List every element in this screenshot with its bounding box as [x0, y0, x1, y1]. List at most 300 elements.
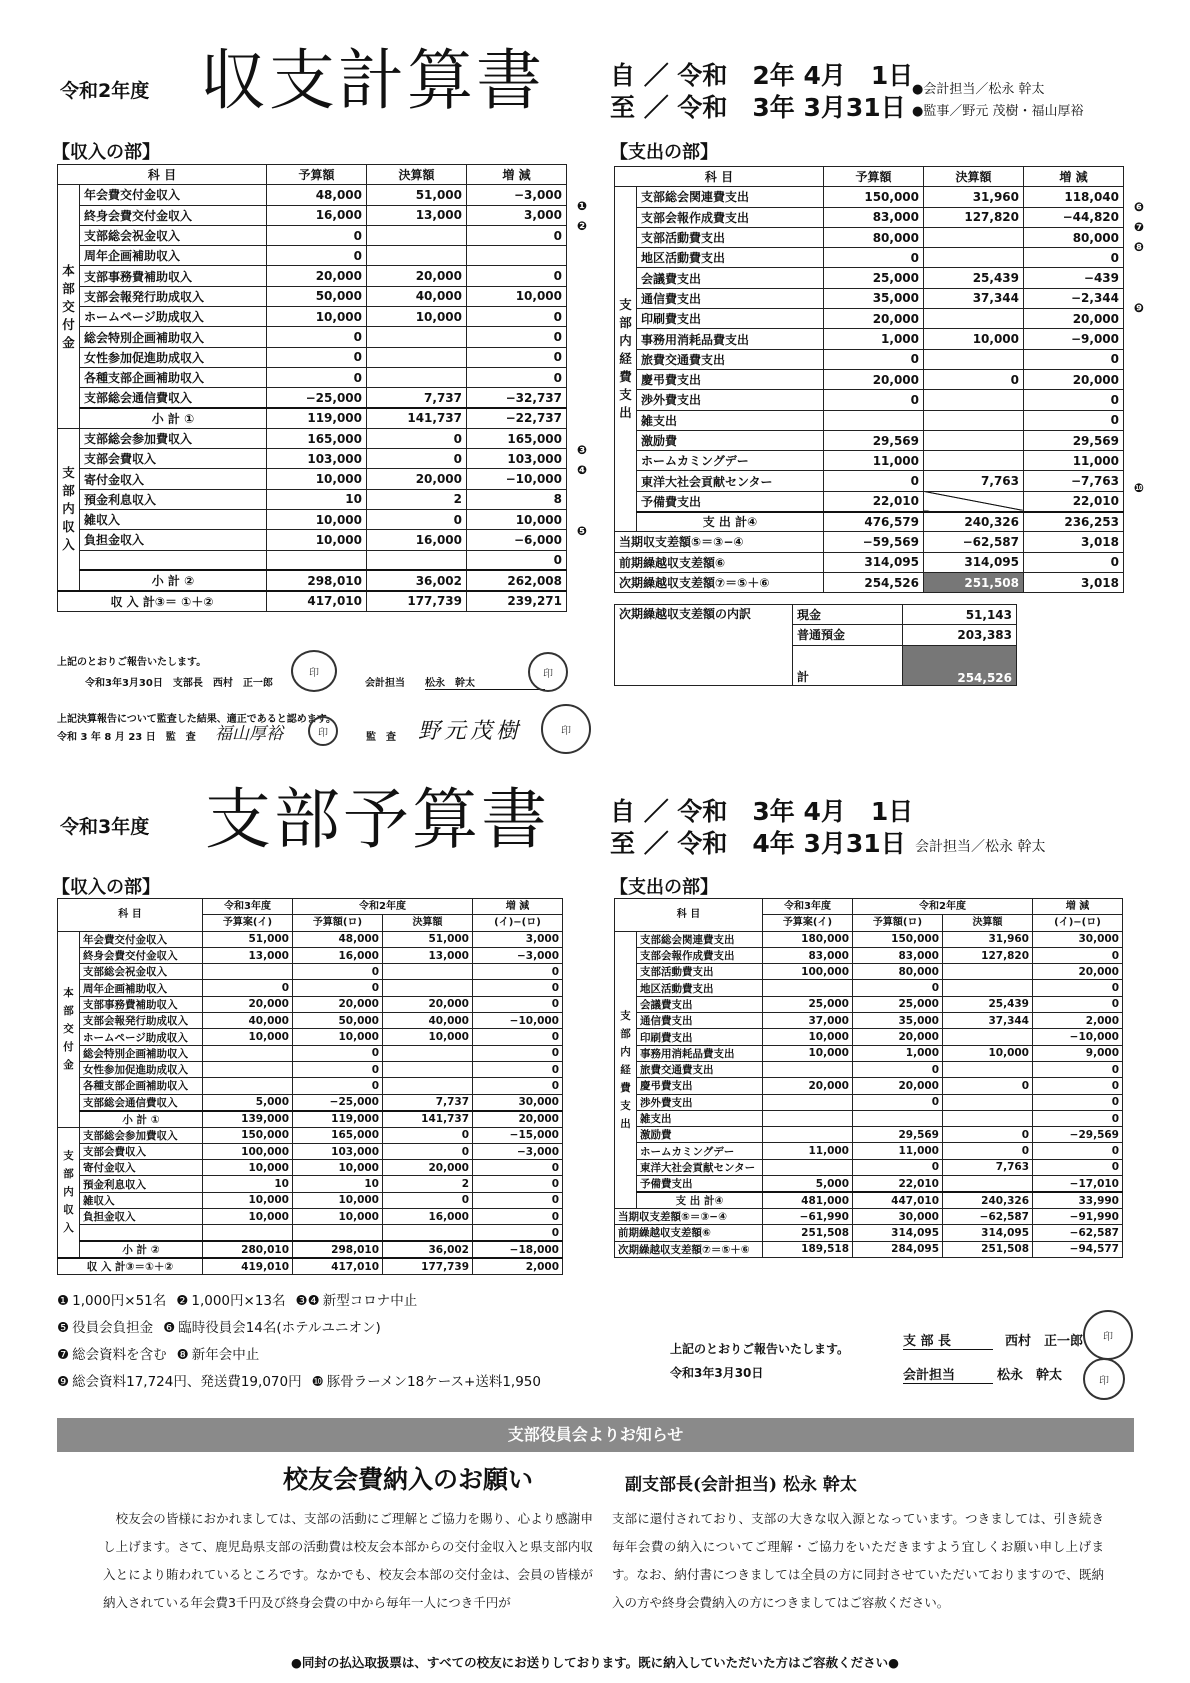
- table-row: [615, 1061, 1123, 1077]
- row-label: 雑収入: [80, 1192, 203, 1208]
- row-value: 0: [943, 1127, 1033, 1143]
- row-value: 29,569: [1024, 430, 1124, 450]
- row-value: 10,000: [467, 286, 567, 306]
- row-value: 0: [473, 1045, 563, 1061]
- note-marker-1: ❶: [576, 199, 588, 213]
- row-value: 0: [203, 980, 293, 996]
- row-value: [924, 309, 1024, 329]
- column-header-diff: 増 減: [1033, 899, 1123, 915]
- row-value: 11,000: [853, 1143, 943, 1159]
- row-value: [383, 980, 473, 996]
- row-value: [367, 550, 467, 570]
- table-row: [58, 1209, 563, 1225]
- row-value: −3,000: [467, 185, 567, 205]
- row-value: 0: [383, 1143, 473, 1159]
- row-value: 127,820: [943, 947, 1033, 963]
- row-label: 女性参加促進助成収入: [80, 1061, 203, 1077]
- row-label: 慶弔費支出: [637, 369, 824, 389]
- row-value: 10,000: [924, 329, 1024, 349]
- row-label: 支部会費収入: [80, 449, 267, 469]
- row-value: 40,000: [367, 286, 467, 306]
- row-value: 20,000: [763, 1078, 853, 1094]
- row-value: 0: [473, 996, 563, 1012]
- row-value: [853, 1110, 943, 1126]
- fiscal-year-2: 令和3年度: [60, 816, 150, 838]
- row-value: [943, 1061, 1033, 1077]
- row-label: 終身会費交付金収入: [80, 205, 267, 225]
- table-row: [615, 309, 1124, 329]
- row-value: 25,000: [824, 268, 924, 288]
- row-value: 165,000: [267, 428, 367, 448]
- notice-footer: ●同封の払込取扱票は、すべての校友にお送りしております。既に納入していただいた方はご容赦ください●: [290, 1655, 900, 1670]
- note-text: 総会資料17,724円、発送費19,070円: [72, 1374, 302, 1390]
- total-label: 当期収支差額⑤＝③−④: [615, 532, 824, 552]
- row-value: 10,000: [203, 1192, 293, 1208]
- subtotal-value: 119,000: [267, 408, 367, 428]
- row-value: 7,737: [367, 388, 467, 408]
- table-row: [58, 307, 567, 327]
- row-label: 支部活動費支出: [637, 964, 763, 980]
- row-value: 22,010: [824, 491, 924, 511]
- subtotal-label: 小 計 ②: [80, 1241, 203, 1258]
- title-settlement: 収支計算書: [200, 42, 545, 119]
- row-value: 40,000: [203, 1013, 293, 1029]
- total-value: −91,990: [1033, 1209, 1123, 1225]
- total-label: 収 入 計③＝①＋②: [58, 1258, 203, 1275]
- table-row: [615, 288, 1124, 308]
- row-label: 支部活動費支出: [637, 227, 824, 247]
- note-text: 新年会中止: [191, 1347, 260, 1363]
- row-value: 0: [853, 980, 943, 996]
- subtotal-value: 141,737: [383, 1111, 473, 1128]
- row-value: 0: [473, 980, 563, 996]
- seal-stamp: 印: [528, 652, 568, 692]
- row-label: 支部会報発行助成収入: [80, 1013, 203, 1029]
- row-value: 103,000: [267, 449, 367, 469]
- row-value: 103,000: [293, 1143, 383, 1159]
- subtotal-value: 280,010: [203, 1241, 293, 1258]
- report1-accounting-role: 会計担当: [365, 678, 405, 689]
- row-label: ホームカミングデー: [637, 451, 824, 471]
- notice-title: 校友会費納入のお願い: [283, 1465, 534, 1494]
- total-value: 3,018: [1024, 572, 1124, 592]
- row-value: 10,000: [267, 469, 367, 489]
- subtotal-label: 支 出 計④: [637, 512, 824, 532]
- seal-stamp: 印: [291, 650, 337, 692]
- expense-table-2: [614, 898, 1123, 1258]
- note-marker-2: ❷: [576, 219, 588, 233]
- row-value: 48,000: [293, 931, 383, 947]
- note-marker: ❶: [57, 1293, 70, 1309]
- row-value: 0: [293, 1078, 383, 1094]
- row-label: 予備費支出: [637, 1176, 763, 1193]
- row-value: 25,000: [853, 996, 943, 1012]
- row-value: 180,000: [763, 931, 853, 947]
- row-value: 20,000: [383, 1160, 473, 1176]
- table-row: [615, 227, 1124, 247]
- row-label: 周年企画補助収入: [80, 980, 203, 996]
- row-label: 地区活動費支出: [637, 980, 763, 996]
- row-value: 35,000: [853, 1013, 943, 1029]
- row-value: 0: [824, 349, 924, 369]
- row-value: [267, 550, 367, 570]
- table-row: [58, 1013, 563, 1029]
- row-label: 雑支出: [637, 410, 824, 430]
- row-value: 0: [1033, 1110, 1123, 1126]
- table-row: [58, 489, 567, 509]
- row-value: 0: [467, 307, 567, 327]
- total-value: −61,990: [763, 1209, 853, 1225]
- row-value: 35,000: [824, 288, 924, 308]
- row-value: 0: [943, 1078, 1033, 1094]
- row-value: −44,820: [1024, 207, 1124, 227]
- table-row: [58, 1061, 563, 1077]
- row-value: 0: [1033, 980, 1123, 996]
- row-value: 50,000: [267, 286, 367, 306]
- row-value: [924, 491, 1024, 511]
- row-value: 0: [824, 390, 924, 410]
- row-label: 預金利息収入: [80, 489, 267, 509]
- row-value: 7,763: [943, 1159, 1033, 1175]
- row-value: 0: [1033, 947, 1123, 963]
- table-row: [58, 225, 567, 245]
- row-value: [924, 430, 1024, 450]
- row-value: 10,000: [467, 510, 567, 530]
- row-value: [367, 327, 467, 347]
- table-row: [615, 1094, 1123, 1110]
- row-value: [763, 1061, 853, 1077]
- row-value: [924, 349, 1024, 369]
- row-label: 印刷費支出: [637, 1029, 763, 1045]
- row-value: 0: [1033, 1078, 1123, 1094]
- note-marker: ❸❹: [295, 1293, 320, 1309]
- row-value: [367, 347, 467, 367]
- row-value: 0: [1033, 1061, 1123, 1077]
- subtotal-value: −18,000: [473, 1241, 563, 1258]
- row-value: 165,000: [293, 1127, 383, 1143]
- total-value: −62,587: [1033, 1225, 1123, 1241]
- row-label: 預金利息収入: [80, 1176, 203, 1192]
- table-row: [58, 1176, 563, 1192]
- row-value: 51,000: [383, 931, 473, 947]
- row-value: 0: [473, 1192, 563, 1208]
- expense-heading-1: 【支出の部】: [610, 142, 718, 163]
- note-marker: ❷: [176, 1293, 189, 1309]
- row-value: 0: [293, 964, 383, 980]
- row-label: 支部事務費補助収入: [80, 996, 203, 1012]
- report2-line1: 上記のとおりご報告いたします。: [670, 1342, 850, 1356]
- expense-heading-2: 【支出の部】: [610, 877, 718, 898]
- row-value: 7,763: [924, 471, 1024, 491]
- row-value: 3,000: [467, 205, 567, 225]
- row-label: 支部総会祝金収入: [80, 964, 203, 980]
- row-value: 16,000: [383, 1209, 473, 1225]
- row-value: 150,000: [203, 1127, 293, 1143]
- table-row: [58, 388, 567, 408]
- table-row: [615, 947, 1123, 963]
- row-value: −15,000: [473, 1127, 563, 1143]
- column-header-diff: 増 減: [473, 899, 563, 915]
- table-row: [58, 286, 567, 306]
- subtotal-value: 141,737: [367, 408, 467, 428]
- total-value: 314,095: [853, 1225, 943, 1241]
- note-marker-8: ❽: [1133, 240, 1145, 254]
- breakdown-table: [614, 604, 1017, 686]
- total-value: 239,271: [467, 591, 567, 611]
- note-text: 総会資料を含む: [72, 1347, 167, 1363]
- row-value: 25,000: [763, 996, 853, 1012]
- table-row: [58, 469, 567, 489]
- row-value: 0: [267, 246, 367, 266]
- row-label: 年会費交付金収入: [80, 185, 267, 205]
- row-label: 事務用消耗品費支出: [637, 329, 824, 349]
- note-marker: ❼: [57, 1347, 70, 1363]
- report1-date-chief: 令和3年3月30日 支部長 西村 正一郎: [85, 678, 273, 689]
- row-value: −17,010: [1033, 1176, 1123, 1193]
- column-header-diff-sub: (イ)−(ロ): [1033, 915, 1123, 931]
- row-label: 印刷費支出: [637, 309, 824, 329]
- row-label: 東洋大社会貢献センター: [637, 471, 824, 491]
- report2-role-accounting: 会計担当: [903, 1364, 993, 1384]
- row-label: 渉外費支出: [637, 390, 824, 410]
- total-value: 177,739: [367, 591, 467, 611]
- row-label: 女性参加促進助成収入: [80, 347, 267, 367]
- table-row: [58, 1045, 563, 1061]
- total-value: 0: [1024, 552, 1124, 572]
- row-value: 8: [467, 489, 567, 509]
- row-label: 負担金収入: [80, 1209, 203, 1225]
- row-value: 20,000: [1033, 964, 1123, 980]
- total-value: 251,508: [763, 1225, 853, 1241]
- note-marker: ❿: [311, 1374, 324, 1390]
- row-value: −439: [1024, 268, 1124, 288]
- row-value: 0: [267, 347, 367, 367]
- table-row: [615, 369, 1124, 389]
- row-label: 総会特別企画補助収入: [80, 1045, 203, 1061]
- row-value: −10,000: [467, 469, 567, 489]
- row-value: 0: [267, 225, 367, 245]
- note-text: 新型コロナ中止: [322, 1293, 418, 1309]
- row-label: 年会費交付金収入: [80, 931, 203, 947]
- total-value: 314,095: [943, 1225, 1033, 1241]
- row-label: ホームページ助成収入: [80, 307, 267, 327]
- row-value: 13,000: [203, 947, 293, 963]
- row-value: −3,000: [473, 1143, 563, 1159]
- row-value: 3,000: [473, 931, 563, 947]
- row-value: 10,000: [293, 1192, 383, 1208]
- row-label: 雑支出: [637, 1110, 763, 1126]
- row-value: −25,000: [293, 1094, 383, 1111]
- row-value: 10,000: [293, 1160, 383, 1176]
- table-row: [615, 1143, 1123, 1159]
- row-value: [203, 964, 293, 980]
- row-value: 11,000: [763, 1143, 853, 1159]
- report2-role-chief: 支 部 長: [903, 1330, 993, 1350]
- row-value: 29,569: [853, 1127, 943, 1143]
- subtotal-value: 298,010: [293, 1241, 383, 1258]
- total-value: 251,508: [924, 572, 1024, 592]
- table-row: [58, 205, 567, 225]
- total-label: 前期繰越収支差額⑥: [615, 1225, 763, 1241]
- table-row: [615, 980, 1123, 996]
- table-row: [58, 550, 567, 570]
- notes-line: [57, 1342, 617, 1369]
- total-value: −62,587: [924, 532, 1024, 552]
- row-value: 40,000: [383, 1013, 473, 1029]
- total-value: 3,018: [1024, 532, 1124, 552]
- group-label: 本部交付金: [58, 931, 80, 1127]
- row-value: [203, 1045, 293, 1061]
- notice-author: 副支部長(会計担当) 松永 幹太: [625, 1475, 857, 1495]
- subtotal-value: −22,737: [467, 408, 567, 428]
- table-row: [58, 1143, 563, 1159]
- row-value: 0: [1024, 390, 1124, 410]
- subtotal-value: 447,010: [853, 1192, 943, 1209]
- audit-label2: 監 査: [366, 732, 396, 743]
- column-header-3: 増 減: [467, 165, 567, 185]
- row-value: [763, 980, 853, 996]
- row-label: 通信費支出: [637, 288, 824, 308]
- group-label: 支部内収入: [58, 428, 80, 590]
- total-value: 314,095: [824, 552, 924, 572]
- row-value: [467, 246, 567, 266]
- table-row: [615, 187, 1124, 207]
- row-value: 2: [367, 489, 467, 509]
- row-value: 0: [853, 1094, 943, 1110]
- subtotal-value: 298,010: [267, 570, 367, 590]
- row-label: [80, 1225, 203, 1241]
- table-row: [58, 964, 563, 980]
- row-value: 0: [1033, 1143, 1123, 1159]
- subtotal-value: 36,002: [383, 1241, 473, 1258]
- row-value: 20,000: [853, 1078, 943, 1094]
- row-value: 0: [1033, 1094, 1123, 1110]
- table-row: [615, 1013, 1123, 1029]
- column-header-plan: 令和3年度: [203, 899, 293, 915]
- row-value: 0: [267, 327, 367, 347]
- row-value: [924, 410, 1024, 430]
- income-table-2: [57, 898, 563, 1275]
- period-to-1: 至 ／ 令和 3年 3月31日: [610, 93, 906, 122]
- row-value: 22,010: [1024, 491, 1124, 511]
- row-value: 0: [473, 1029, 563, 1045]
- row-value: 20,000: [1024, 309, 1124, 329]
- row-value: 5,000: [763, 1176, 853, 1193]
- table-row: [615, 491, 1124, 511]
- row-label: 雑収入: [80, 510, 267, 530]
- period-from-1: 自 ／ 令和 2年 4月 1日: [610, 61, 914, 90]
- row-value: 0: [824, 471, 924, 491]
- table-row: [58, 947, 563, 963]
- table-row: [615, 964, 1123, 980]
- row-value: 10,000: [383, 1029, 473, 1045]
- note-marker: ❾: [57, 1374, 70, 1390]
- column-header-plan: 令和3年度: [763, 899, 853, 915]
- row-value: 10,000: [293, 1209, 383, 1225]
- row-value: 83,000: [824, 207, 924, 227]
- column-header-prev-result: 決算額: [383, 915, 473, 931]
- row-value: 80,000: [1024, 227, 1124, 247]
- column-header-plan-sub: 予算案(イ): [763, 915, 853, 931]
- row-value: 0: [367, 510, 467, 530]
- row-value: 103,000: [467, 449, 567, 469]
- row-label: 負担金収入: [80, 530, 267, 550]
- row-value: 16,000: [293, 947, 383, 963]
- table-row: [58, 1094, 563, 1111]
- row-label: 通信費支出: [637, 1013, 763, 1029]
- notes-legend: [57, 1288, 617, 1396]
- row-value: 0: [473, 1078, 563, 1094]
- table-row: [58, 980, 563, 996]
- row-value: −7,763: [1024, 471, 1124, 491]
- row-value: 48,000: [267, 185, 367, 205]
- row-value: 0: [293, 980, 383, 996]
- column-header-3: 増 減: [1024, 167, 1124, 187]
- expense-table-1: [614, 166, 1124, 593]
- row-value: 11,000: [1024, 451, 1124, 471]
- row-value: [924, 227, 1024, 247]
- row-value: 2: [383, 1176, 473, 1192]
- subtotal-label: 小 計 ①: [80, 1111, 203, 1128]
- note-text: 臨時役員会14名(ホテルユニオン): [178, 1320, 381, 1336]
- report2-name-accounting: 松永 幹太: [997, 1368, 1063, 1383]
- row-value: 0: [383, 1127, 473, 1143]
- total-value: 417,010: [293, 1258, 383, 1275]
- income-heading-2: 【収入の部】: [52, 877, 160, 898]
- breakdown-deposit-value: 203,383: [903, 625, 1017, 645]
- table-row: [58, 510, 567, 530]
- report1-line1: 上記のとおりご報告いたします。: [57, 657, 207, 668]
- row-value: 165,000: [467, 428, 567, 448]
- row-value: [383, 1225, 473, 1241]
- note-marker-9: ❾: [1133, 301, 1145, 315]
- table-row: [58, 1160, 563, 1176]
- row-value: 10,000: [763, 1029, 853, 1045]
- breakdown-cash-value: 51,143: [903, 605, 1017, 625]
- row-value: 10,000: [203, 1160, 293, 1176]
- row-value: 0: [853, 1159, 943, 1175]
- row-label: 支部総会参加費収入: [80, 1127, 203, 1143]
- row-value: 51,000: [203, 931, 293, 947]
- total-value: 189,518: [763, 1241, 853, 1257]
- row-value: [383, 964, 473, 980]
- seal-stamp: 印: [1083, 1358, 1125, 1400]
- total-label: 次期繰越収支差額⑦＝⑤＋⑥: [615, 1241, 763, 1257]
- row-value: [763, 1110, 853, 1126]
- subtotal-label: 小 計 ①: [80, 408, 267, 428]
- row-value: 29,569: [824, 430, 924, 450]
- row-value: 0: [293, 1061, 383, 1077]
- note-marker-5: ❺: [576, 524, 588, 538]
- row-value: 10,000: [367, 307, 467, 327]
- row-value: 11,000: [824, 451, 924, 471]
- subtotal-value: 20,000: [473, 1111, 563, 1128]
- table-row: [615, 1029, 1123, 1045]
- notice-paragraph-1: 校友会の皆様におかれましては、支部の活動にご理解とご協力を賜り、心より感謝申し上げます。さて、鹿児島県支部の活動費は校友会本部からの交付金収入と県支部内収入とにより賄われているところです。なかでも、校友会本部の交付金は、会員の皆様が納入されている年会費3千円及び終身会費の中から毎年一人につき千円が: [103, 1511, 593, 1610]
- row-value: 0: [467, 347, 567, 367]
- column-header-1: 予算額: [824, 167, 924, 187]
- row-value: −6,000: [467, 530, 567, 550]
- row-label: 総会特別企画補助収入: [80, 327, 267, 347]
- row-value: 37,000: [763, 1013, 853, 1029]
- report2-name-chief: 西村 正一郎: [1005, 1334, 1084, 1349]
- row-value: 83,000: [853, 947, 943, 963]
- row-label: 支部事務費補助収入: [80, 266, 267, 286]
- total-label: 収 入 計③＝ ①＋②: [58, 591, 267, 611]
- audit-line1: 上記決算報告について監査した結果、適正であると認めます。: [57, 714, 336, 725]
- row-value: [924, 390, 1024, 410]
- breakdown-total-label: 計: [793, 645, 903, 685]
